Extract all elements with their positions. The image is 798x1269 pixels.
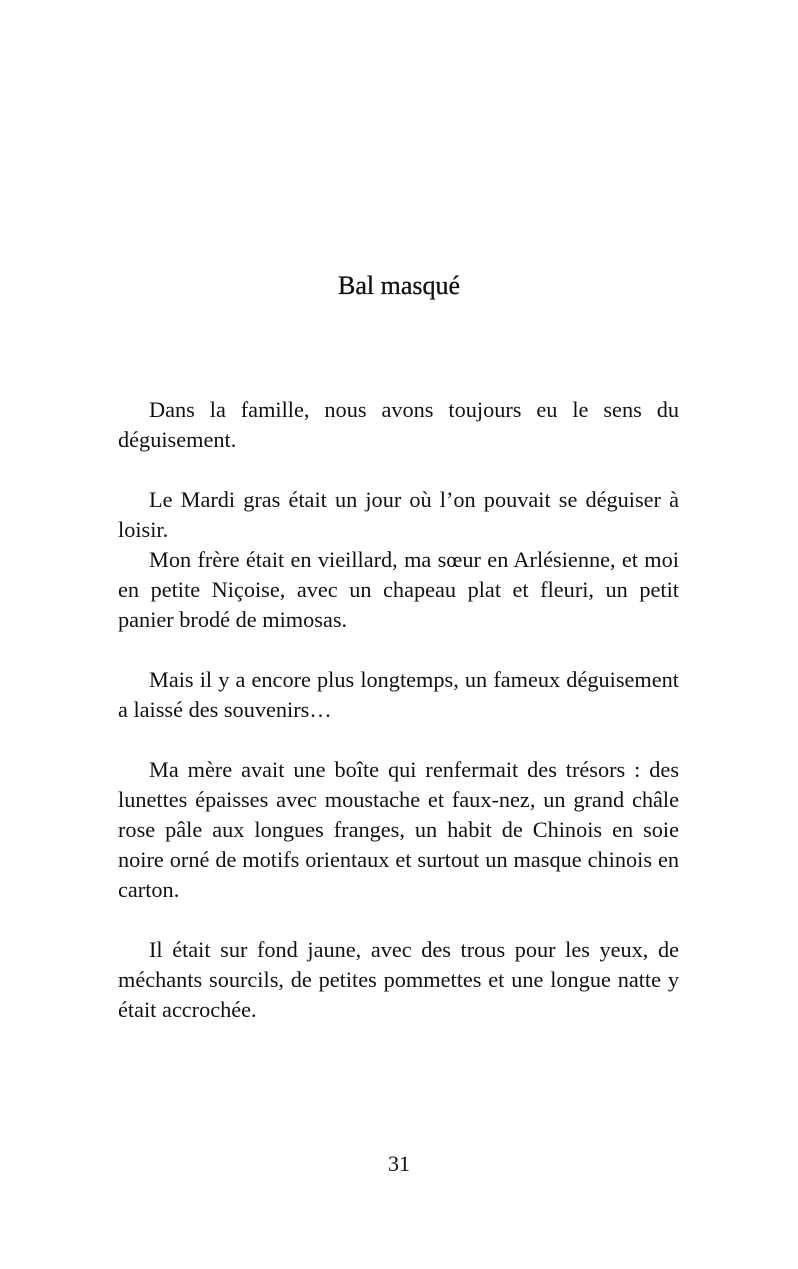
- paragraph: Dans la famille, nous avons toujours eu le sens du déguisement.: [118, 397, 679, 452]
- paragraph: Mon frère était en vieillard, ma sœur en Arlésienne, et moi en petite Niçoise, avec un chapeau plat et fleuri, un petit panier brodé de mimosas.: [118, 547, 679, 632]
- page-number: 31: [388, 1151, 410, 1176]
- paragraph: Ma mère avait une boîte qui renfermait des trésors : des lunettes épaisses avec moustache et faux-nez, un grand châle rose pâle aux longues franges, un habit de Chinois en soie noire orné de motifs orientaux et surtout un masque chinois en carton.: [118, 757, 679, 902]
- paragraph: Il était sur fond jaune, avec des trous pour les yeux, de méchants sourcils, de petites pommettes et une longue natte y était accrochée.: [118, 937, 679, 1022]
- chapter-body: [118, 395, 679, 1025]
- chapter-title: Bal masqué: [337, 271, 461, 300]
- paragraph: Mais il y a encore plus longtemps, un fameux déguisement a laissé des souvenirs…: [118, 667, 679, 722]
- paragraph: Le Mardi gras était un jour où l’on pouvait se déguiser à loisir.: [118, 487, 679, 542]
